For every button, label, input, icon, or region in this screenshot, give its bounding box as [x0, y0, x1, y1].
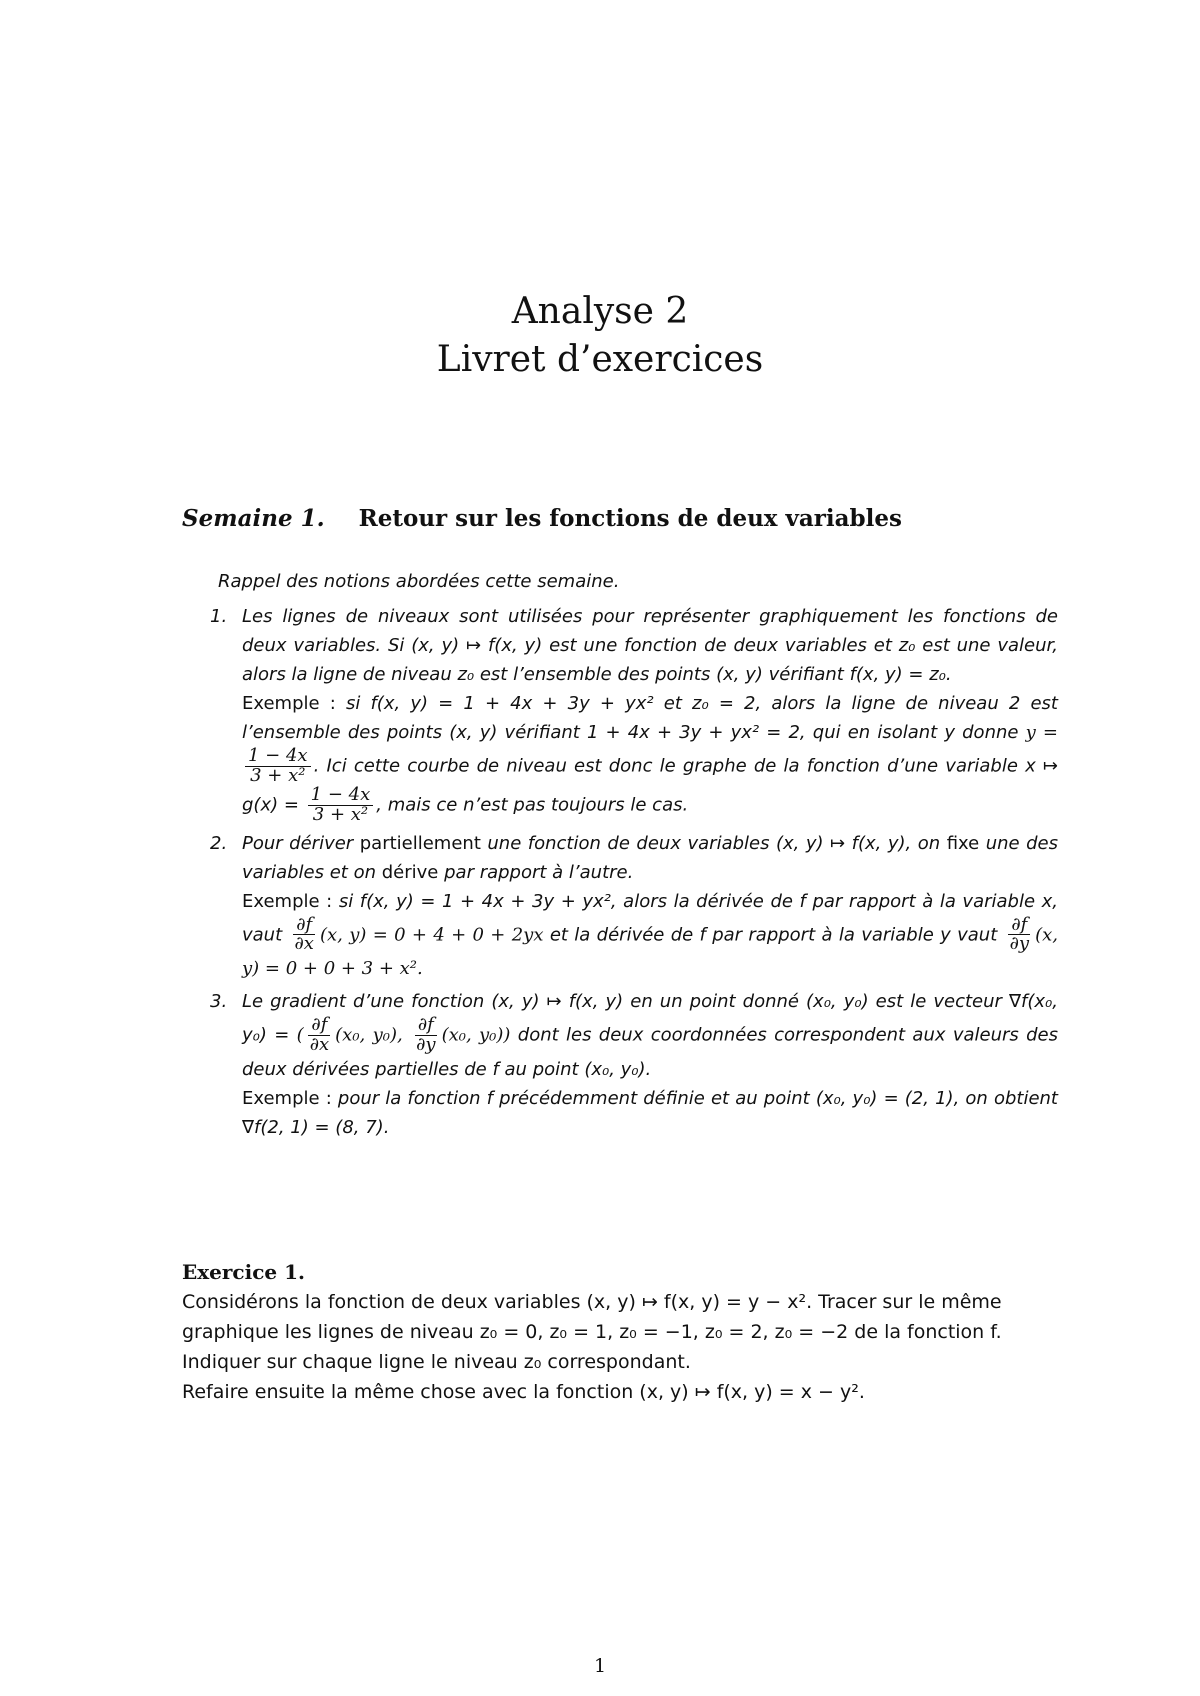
level-lines-continuation: . Ici cette courbe de niveau est donc le graphe de la fonction d’une variable x ↦ g(x) = [242, 755, 1058, 816]
gradient-open-paren: ( [296, 1024, 304, 1046]
example-label: Exemple : [242, 693, 336, 714]
partial-text-g: par rapport à l’autre. [444, 861, 634, 883]
section-label: Semaine 1. [182, 505, 325, 532]
gradient-x-point: (x₀, y₀), [335, 1024, 403, 1046]
fraction-denominator: ∂y [1009, 933, 1030, 955]
gradient-text-b: dont les deux coordonnées correspondent aux valeurs des deux dérivées partielles de f au point (x₀, y₀). [242, 1024, 1059, 1081]
item-number: 2. [210, 832, 228, 854]
recap-item-partial-derivatives [210, 829, 1059, 984]
section-heading [182, 505, 1062, 532]
item-number: 1. [210, 606, 228, 627]
gradient-close-paren: ) [503, 1024, 511, 1046]
fraction-numerator: ∂f [415, 1016, 437, 1036]
fraction-g [308, 783, 374, 825]
gradient-x-fraction [307, 1016, 332, 1055]
example-label: Exemple : [242, 1088, 332, 1110]
recap-notes [210, 567, 1059, 1146]
title-course: Analyse 2 [511, 291, 689, 332]
partial-x-fraction [292, 913, 317, 955]
exercise-line-1: Considérons la fonction de deux variables (x, y) ↦ f(x, y) = y − x². Tracer sur le même graphique les lignes de niveau z₀ = 0, z₀ = 1, z₀ = −1, z₀ = 2, z₀ = −2 de la fonction f. [182, 1291, 1002, 1343]
level-lines-definition: Les lignes de niveaux sont utilisées pour représenter graphiquement les fonctions de deux variables. Si (x, y) ↦ f(x, y) est une fonction de deux variables et z₀ est une valeur, alors la ligne de niveau z₀ est l’ensemble des points (x, y) vérifiant f(x, y) = z₀. [242, 606, 1058, 685]
fraction-numerator: ∂f [308, 1016, 330, 1036]
recap-item-level-lines [210, 602, 1058, 825]
recap-item-gradient [210, 987, 1059, 1142]
fraction-numerator: 1 − 4x [308, 786, 374, 806]
partial-x-value: (x, y) = 0 + 4 + 0 + 2yx [319, 923, 544, 945]
fraction-numerator: 1 − 4x [245, 747, 311, 767]
fraction-denominator: ∂y [416, 1034, 436, 1056]
fraction-denominator: 3 + x² [312, 803, 369, 825]
recap-intro: Rappel des notions abordées cette semaine. [218, 571, 620, 592]
title-subtitle: Livret d’exercices [436, 339, 764, 380]
partial-link: et la dérivée de f par rapport à la variable y vaut [549, 923, 998, 945]
section-title: Retour sur les fonctions de deux variables [358, 505, 902, 532]
partial-text-a: Pour dériver [242, 832, 354, 854]
page-number: 1 [593, 1655, 607, 1677]
equation-y-lhs: y = [1025, 722, 1058, 743]
example-label: Exemple : [242, 890, 333, 912]
partial-text-c: une fonction de deux variables (x, y) ↦ f(x, y), on [487, 832, 941, 854]
exercise-title: Exercice 1. [182, 1260, 305, 1284]
exercise-line-3: Refaire ensuite la même chose avec la fonction (x, y) ↦ f(x, y) = x − y². [182, 1381, 865, 1403]
partial-y-value: (x, y) = 0 + 0 + 3 + x². [242, 923, 1059, 980]
gradient-text-a: Le gradient d’une fonction (x, y) ↦ f(x, y) en un point donné (x₀, y₀) est le vecteur ∇f(x₀, y₀) = [242, 991, 1058, 1046]
fraction-numerator: ∂f [1008, 916, 1030, 936]
fraction-denominator: 3 + x² [250, 764, 306, 786]
recap-list [210, 602, 1059, 1142]
partial-text-b: partiellement [359, 832, 481, 854]
exercise-line-2: Indiquer sur chaque ligne le niveau z₀ correspondant. [182, 1351, 691, 1373]
fraction-y [245, 747, 311, 786]
gradient-y-fraction [413, 1016, 438, 1055]
partial-text-d: fixe [946, 832, 980, 854]
gradient-example: pour la fonction f précédemment définie et au point (x₀, y₀) = (2, 1), on obtient ∇f(2, 1) = (8, 7). [242, 1088, 1058, 1139]
level-lines-closing: , mais ce n’est pas toujours le cas. [376, 794, 689, 816]
document-title [0, 288, 1200, 384]
fraction-numerator: ∂f [293, 916, 315, 936]
item-number: 3. [210, 991, 228, 1013]
fraction-denominator: ∂x [309, 1034, 330, 1056]
level-lines-example: si f(x, y) = 1 + 4x + 3y + yx² et z₀ = 2, alors la ligne de niveau 2 est l’ensemble des points (x, y) vérifiant 1 + 4x + 3y + yx² = 2, qui en isolant y donne [242, 693, 1058, 743]
partial-y-fraction [1007, 913, 1032, 955]
partial-text-e: une des variables et on [242, 832, 1059, 883]
partial-text-f: dérive [381, 861, 439, 883]
fraction-denominator: ∂x [294, 933, 314, 955]
exercise-1 [182, 1257, 1062, 1407]
partial-example: si f(x, y) = 1 + 4x + 3y + yx², alors la dérivée de f par rapport à la variable x, vaut [242, 890, 1058, 945]
gradient-y-point: (x₀, y₀) [441, 1024, 504, 1046]
